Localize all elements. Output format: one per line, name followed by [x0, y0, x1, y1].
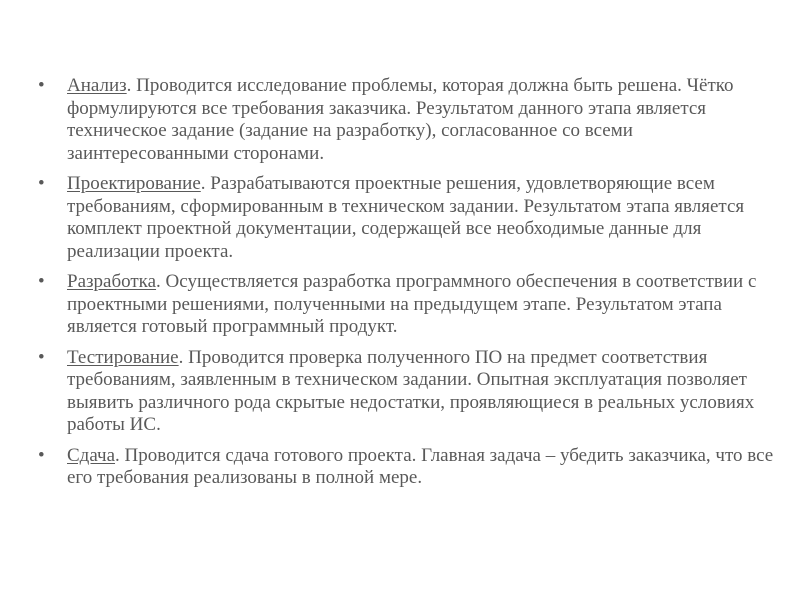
- term-design: Проектирование: [67, 173, 201, 194]
- list-item-testing: [38, 347, 778, 437]
- term-analysis: Анализ: [67, 75, 127, 96]
- list-item-design: [38, 173, 778, 263]
- bullet-icon: •: [38, 173, 45, 194]
- bullet-icon: •: [38, 75, 45, 96]
- bullet-icon: •: [38, 346, 45, 368]
- term-testing: Тестирование: [67, 346, 179, 368]
- stage-list: [38, 75, 778, 498]
- term-handover: Сдача: [67, 444, 116, 466]
- list-item-development: [38, 271, 778, 339]
- bullet-icon: •: [38, 271, 45, 292]
- description-analysis: . Проводится исследование проблемы, которая должна быть решена. Чётко формулируются все требования заказчика. Результатом данного этапа является техническое задание (задание на разработку), согласованное со всеми заинтересованными сторонами.: [67, 75, 734, 164]
- bullet-icon: •: [38, 444, 45, 466]
- term-development: Разработка: [67, 271, 157, 292]
- list-item-analysis: [38, 75, 778, 165]
- description-design: . Разрабатываются проектные решения, удовлетворяющие всем требованиям, сформированным в техническом задании. Результатом этапа является комплект проектной документации, содержащей все необходимые данные для реализации проекта.: [67, 173, 745, 262]
- description-testing: . Проводится проверка полученного ПО на предмет соответствия требованиям, заявленным в техническом задании. Опытная эксплуатация позволяет выявить различного рода скрытые недостатки, проявляющиеся в реальных условиях работы ИС.: [67, 346, 755, 435]
- description-development: . Осуществляется разработка программного обеспечения в соответствии с проектными решениями, полученными на предыдущем этапе. Результатом этапа является готовый программный продукт.: [67, 271, 757, 337]
- description-handover: . Проводится сдача готового проекта. Главная задача – убедить заказчика, что все его требования реализованы в полной мере.: [67, 444, 774, 488]
- list-item-handover: [38, 445, 778, 490]
